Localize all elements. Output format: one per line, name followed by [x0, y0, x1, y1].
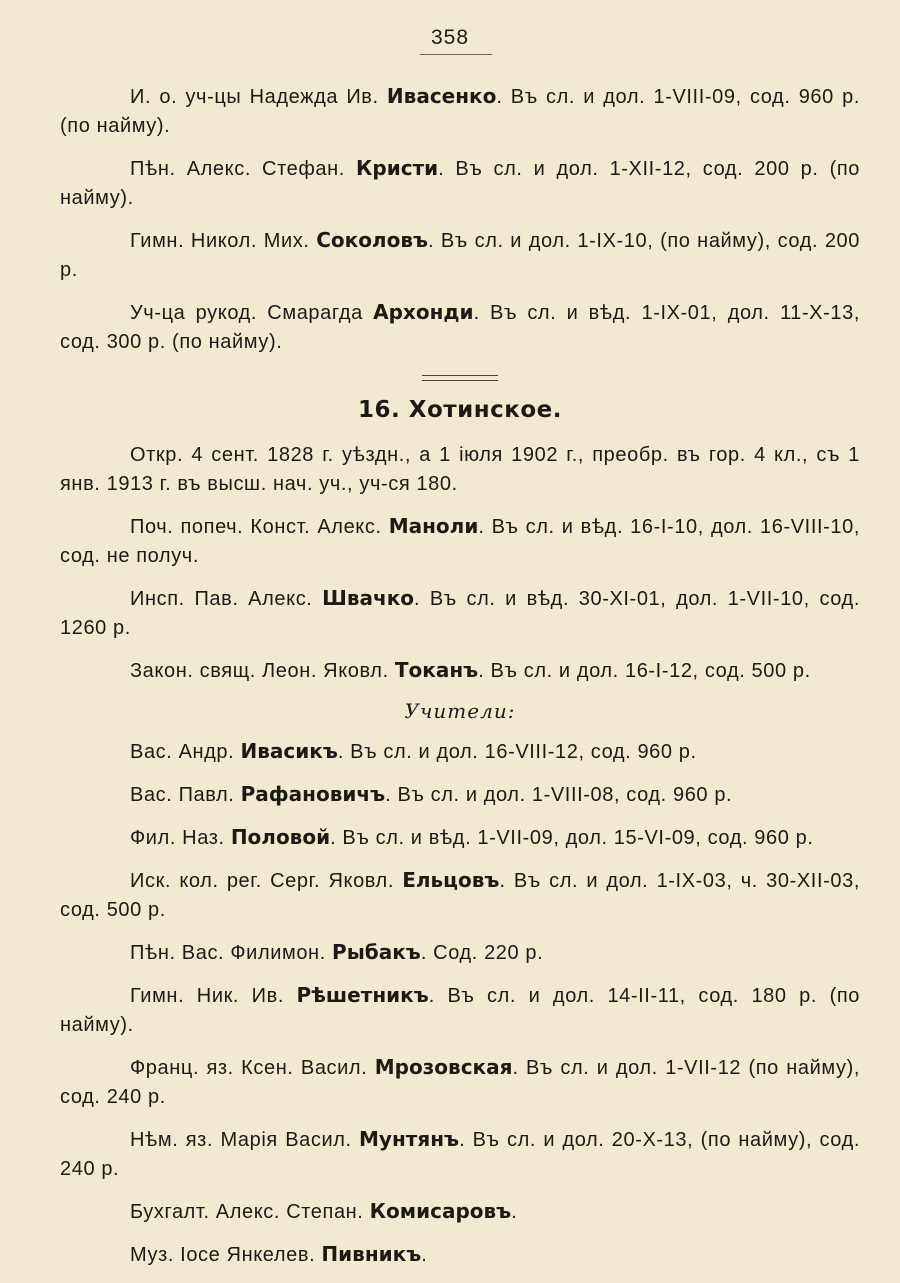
teachers-heading: Учители:	[404, 699, 516, 723]
entry	[60, 823, 860, 853]
entry	[60, 866, 860, 925]
entry-position: Франц. яз. Ксен. Васил.	[130, 1057, 368, 1079]
entry-details: .	[511, 1201, 518, 1223]
entry-details: . Въ сл. и дол. 1-IX-03, ч. 30-XII-03, сод. 500 р.	[60, 870, 860, 921]
entry-details: . Въ сл. и дол. 16-VIII-12, сод. 960 р.	[337, 741, 697, 763]
entry	[60, 981, 860, 1040]
entry-position: Гимн. Никол. Мих.	[130, 230, 310, 252]
entry	[60, 1240, 860, 1270]
entry-details: . Въ сл. и дол. 14-II-11, сод. 180 р. (по найму).	[60, 985, 860, 1036]
entry	[60, 938, 860, 968]
entry	[60, 226, 860, 285]
entry-surname: Соколовъ	[316, 228, 429, 252]
entry-surname: Рѣшетникъ	[296, 983, 429, 1007]
page-content	[60, 82, 860, 1283]
entry-position: Инсп. Пав. Алекс.	[130, 588, 313, 610]
entry-surname: Рафановичъ	[240, 782, 386, 806]
entry-position: Пѣн. Вас. Филимон.	[130, 942, 326, 964]
entry	[60, 584, 860, 643]
entry-surname: Кристи	[356, 156, 439, 180]
entry-details: . Сод. 220 р.	[420, 942, 544, 964]
entry-position: Закон. свящ. Леон. Яковл.	[130, 660, 389, 682]
entry-position: Бухгалт. Алекс. Степан.	[130, 1201, 364, 1223]
section-title: 16. Хотинское.	[357, 397, 562, 423]
entry	[60, 154, 860, 213]
entry-details: . Въ сл. и дол. 1-VIII-09, сод. 960 р. (по найму).	[60, 86, 860, 137]
entry	[60, 1053, 860, 1112]
entry	[60, 512, 860, 571]
entry-details: . Въ сл. и вѣд. 1-VII-09, дол. 15-VI-09, сод. 960 р.	[330, 827, 814, 849]
entry-position: И. о. уч-цы Надежда Ив.	[130, 86, 379, 108]
entry-surname: Комисаровъ	[369, 1199, 512, 1223]
entry-position: Муз. Іосе Янкелев.	[130, 1244, 316, 1266]
entry-surname: Пивникъ	[321, 1242, 422, 1266]
entry	[60, 1197, 860, 1227]
entry-surname: Рыбакъ	[332, 940, 421, 964]
entry-details: . Въ сл. и дол. 1-VIII-08, сод. 960 р.	[385, 784, 733, 806]
entry-details: . Въ сл. и дол. 1-VII-12 (по найму), сод. 240 р.	[60, 1057, 860, 1108]
entry-details: . Въ сл. и дол. 1-IX-10, (по найму), сод. 200 р.	[60, 230, 860, 281]
entry-surname: Токанъ	[394, 658, 479, 682]
entry-position: Иск. кол. рег. Серг. Яковл.	[130, 870, 394, 892]
entry-position: Гимн. Ник. Ив.	[130, 985, 284, 1007]
entry-position: Уч-ца рукод. Смарагда	[130, 302, 363, 324]
entries-top	[60, 82, 860, 357]
entry-surname: Мунтянъ	[359, 1127, 460, 1151]
entry	[60, 1125, 860, 1184]
entry-position: Поч. попеч. Конст. Алекс.	[130, 516, 382, 538]
page-number: 358	[430, 26, 470, 49]
entry-details: . Въ сл. и дол. 20-X-13, (по найму), сод. 240 р.	[60, 1129, 860, 1180]
entry-surname: Ивасикъ	[240, 739, 338, 763]
entry-surname: Половой	[230, 825, 331, 849]
entry	[60, 82, 860, 141]
entry	[60, 780, 860, 810]
entry-surname: Швачко	[322, 586, 415, 610]
entry-position: Вас. Павл.	[130, 784, 235, 806]
teachers-list	[60, 737, 860, 1270]
entry-position: Вас. Андр.	[130, 741, 235, 763]
entry	[60, 737, 860, 767]
section-intro: Откр. 4 сент. 1828 г. уѣздн., а 1 іюля 1902 г., преобр. въ гор. 4 кл., съ 1 янв. 1913 г. въ высш. нач. уч., уч-ся 180.	[60, 444, 860, 495]
entry-details: . Въ сл. и дол. 1-XII-12, сод. 200 р. (по найму).	[60, 158, 860, 209]
entry-position: Пѣн. Алекс. Стефан.	[130, 158, 345, 180]
entry-details: .	[421, 1244, 428, 1266]
section-divider	[422, 375, 498, 381]
entry-details: . Въ сл. и вѣд. 16-I-10, дол. 16-VIII-10, сод. не получ.	[60, 516, 860, 567]
entry-details: . Въ сл. и вѣд. 1-IX-01, дол. 11-X-13, сод. 300 р. (по найму).	[60, 302, 860, 353]
page-number-rule	[420, 54, 492, 55]
entry-surname: Архонди	[373, 300, 474, 324]
entry-details: . Въ сл. и вѣд. 30-XI-01, дол. 1-VII-10, сод. 1260 р.	[60, 588, 860, 639]
officials-list	[60, 512, 860, 686]
entry-surname: Маноли	[388, 514, 479, 538]
entry	[60, 298, 860, 357]
entry-position: Фил. Наз.	[130, 827, 225, 849]
entry-details: . Въ сл. и дол. 16-I-12, сод. 500 р.	[478, 660, 811, 682]
entry-position: Нѣм. яз. Марія Васил.	[130, 1129, 352, 1151]
entry-surname: Мрозовская	[374, 1055, 513, 1079]
entry	[60, 656, 860, 686]
entry-surname: Ивасенко	[386, 84, 497, 108]
entry-surname: Ельцовъ	[402, 868, 500, 892]
